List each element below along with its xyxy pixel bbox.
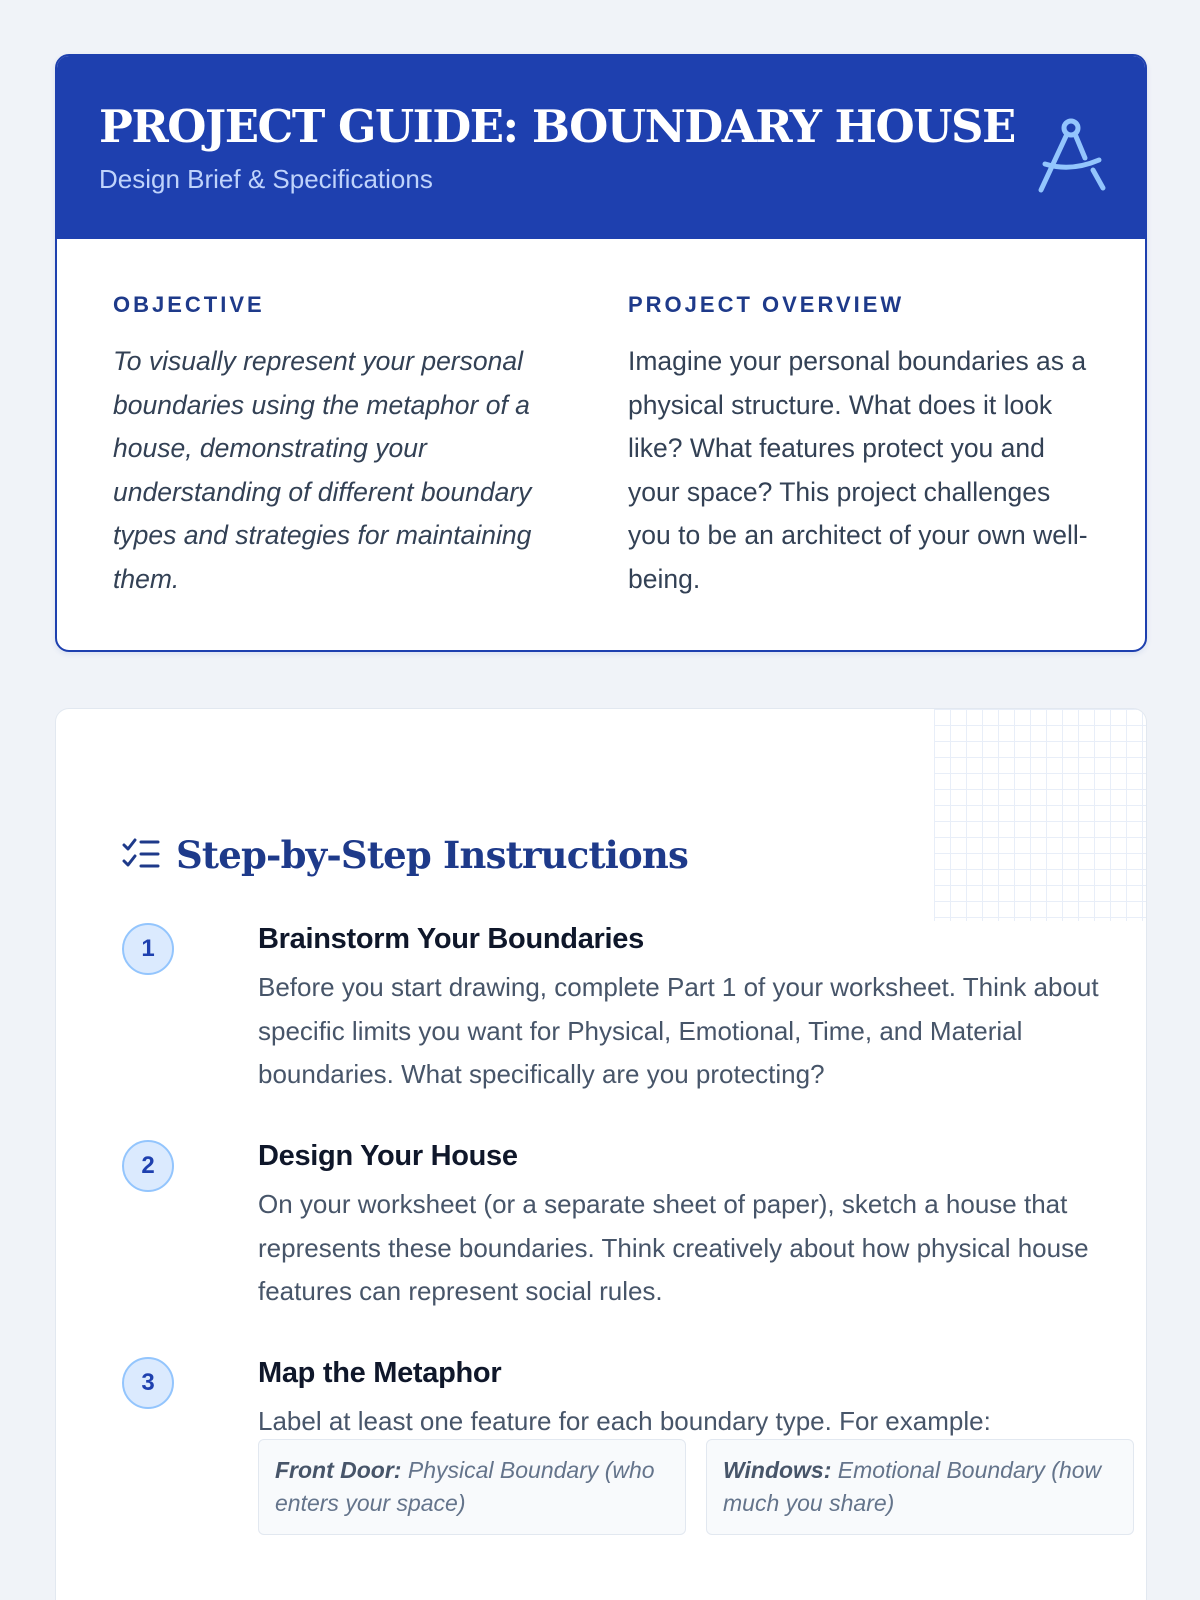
example-term: Front Door: (275, 1457, 402, 1483)
example-card (258, 1439, 686, 1535)
step-number-badge: 1 (122, 923, 174, 975)
overview-section (628, 292, 1098, 601)
overview-text: Imagine your personal boundaries as a physical structure. What does it look like? What features protect you and your space? This project challenges you to be an architect of your own well-being. (628, 346, 1088, 594)
step-description: Label at least one feature for each boundary type. For example: (258, 1406, 991, 1436)
checklist-icon (122, 836, 160, 874)
page-subtitle: Design Brief & Specifications (99, 164, 433, 194)
grid-decoration (934, 709, 1146, 921)
example-term: Windows: (723, 1457, 832, 1483)
step-title: Map the Metaphor (258, 1357, 502, 1389)
design-brief-card (55, 54, 1147, 652)
objective-text: To visually represent your personal boundaries using the metaphor of a house, demonstrating your understanding of different boundary types and strategies for maintaining them. (113, 346, 532, 594)
overview-heading: PROJECT OVERVIEW (628, 292, 905, 317)
step-number-badge: 3 (122, 1357, 174, 1409)
instructions-title: Step-by-Step Instructions (176, 833, 689, 877)
step-description: On your worksheet (or a separate sheet of paper), sketch a house that represents these boundaries. Think creatively about how physical house features can represent social rules. (258, 1189, 1089, 1306)
objective-section (113, 292, 583, 601)
step-body (258, 1357, 1108, 1444)
page-title: PROJECT GUIDE: BOUNDARY HOUSE (99, 100, 1015, 153)
brief-header (57, 56, 1145, 239)
objective-heading: OBJECTIVE (113, 292, 265, 317)
example-description: Physical Boundary (who enters your space) (275, 1457, 655, 1516)
step-description: Before you start drawing, complete Part 1 of your worksheet. Think about specific limits you want for Physical, Emotional, Time, and Material boundaries. What specifically are you protecting? (258, 972, 1099, 1089)
drafting-compass-icon (1027, 114, 1115, 194)
step-title: Brainstorm Your Boundaries (258, 923, 644, 955)
example-description: Emotional Boundary (how much you share) (723, 1457, 1102, 1516)
example-card (706, 1439, 1134, 1535)
example-grid (258, 1439, 1134, 1535)
step-body (258, 923, 1108, 1097)
step-number-badge: 2 (122, 1140, 174, 1192)
instructions-card (55, 708, 1147, 1600)
step-body (258, 1140, 1108, 1314)
step-title: Design Your House (258, 1140, 518, 1172)
instructions-heading (122, 833, 688, 877)
